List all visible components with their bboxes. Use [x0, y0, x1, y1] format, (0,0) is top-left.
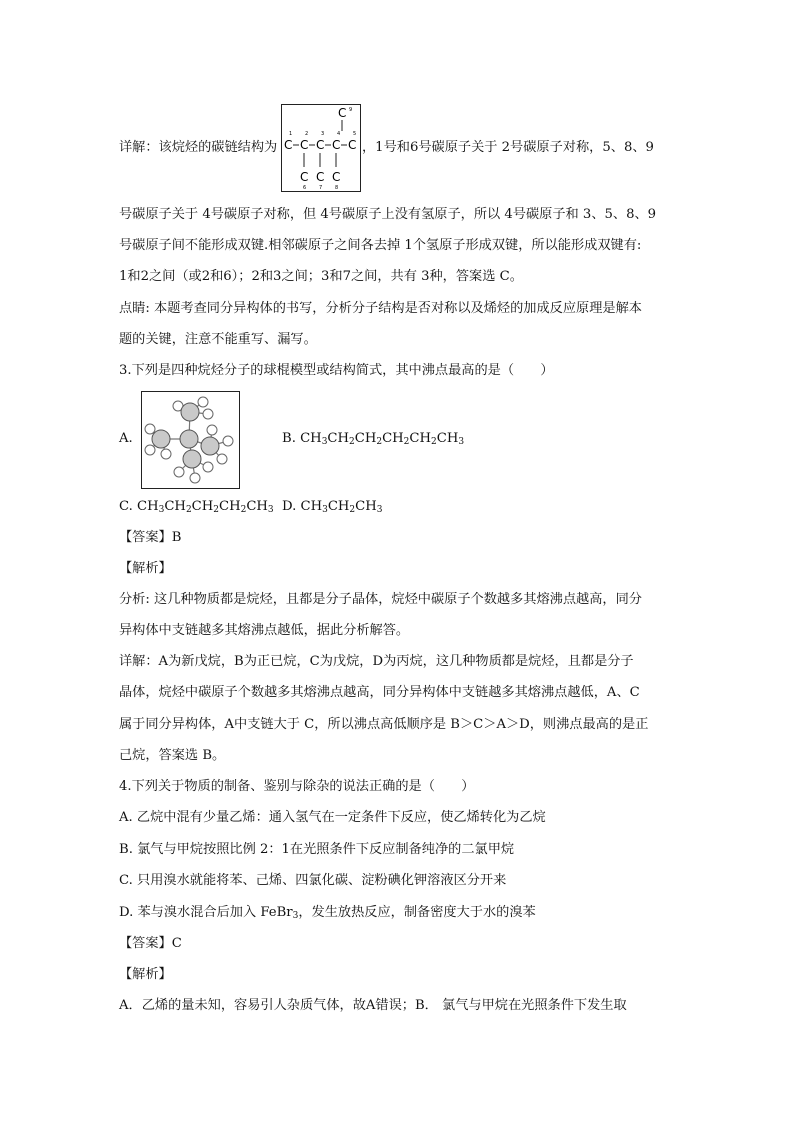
option-c-formula: $CH_3CH_2CH_2CH_2CH_3$: [137, 499, 274, 515]
text-line: [119, 139, 277, 157]
atom-number: 3: [321, 131, 325, 137]
carbon-chain-structure: [281, 104, 361, 192]
atom-number: 8: [335, 185, 339, 191]
answer-line: 【答案】B: [119, 530, 182, 545]
text-line: 己烷，答案选 B。: [119, 748, 226, 763]
text-line: 点睛: 本题考查同分异构体的书写，分析分子结构是否对称以及烯烃的加成反应原理是解本: [119, 301, 642, 316]
option-c-label: C.: [119, 499, 133, 514]
option-d-label: D.: [282, 499, 297, 514]
text-line: 详解：A为新戊烷，B为正已烷，C为戊烷，D为丙烷，这几种物质都是烷烃，且都是分子: [119, 654, 634, 669]
text-line: 晶体，烷烃中碳原子个数越多其熔沸点越高，同分异构体中支链越多其熔沸点越低，A、C: [119, 685, 640, 700]
option-b: B. 氯气与甲烷按照比例 2：1在光照条件下反应制备纯净的二氯甲烷: [119, 842, 515, 857]
option-b-formula: $CH_3CH_2CH_2CH_2CH_2CH_3$: [300, 431, 465, 447]
main-carbon: C: [284, 138, 293, 152]
option-b: [282, 430, 464, 448]
option-d: D. 苯与溴水混合后加入 FeBr$_3$，发生放热反应，制备密度大于水的溴苯: [119, 905, 536, 921]
text-line: 异构体中支链越多其熔沸点越低，据此分析解答。: [119, 623, 410, 638]
text-segment: ，1号和6号碳原子关于 2号碳原子对称，5、8、9: [362, 140, 654, 155]
main-carbon: C: [316, 138, 325, 152]
analysis-title: 【解析】: [119, 561, 172, 576]
option-b-label: B.: [282, 431, 296, 446]
ball-stick-model-image: [142, 392, 239, 488]
atom-number: 4: [337, 131, 341, 137]
bottom-carbon: C: [332, 170, 341, 184]
text-line: 题的关键，注意不能重写、漏写。: [119, 332, 317, 347]
atom-number: 6: [303, 185, 307, 191]
text-segment: 详解：该烷烃的碳链结构为: [119, 140, 278, 155]
top-carbon: C: [338, 106, 347, 120]
atom-number: 7: [319, 185, 323, 191]
bottom-carbon: C: [316, 170, 325, 184]
question-stem: 4.下列关于物质的制备、鉴别与除杂的说法正确的是（ ）: [119, 779, 475, 794]
top-carbon-number: 9: [349, 107, 353, 113]
text-line: 属于同分异构体，A中支链大于 C，所以沸点高低顺序是 B＞C＞A＞D，则沸点最高的是正: [119, 717, 649, 732]
text-line: 分析: 这几种物质都是烷烃，且都是分子晶体，烷烃中碳原子个数越多其熔沸点越高，同分: [119, 592, 642, 607]
option-c: C. 只用溴水就能将苯、己烯、四氯化碳、淀粉碘化钾溶液区分开来: [119, 873, 507, 888]
ball-stick-model: [141, 391, 240, 489]
question-stem: 3.下列是四种烷烃分子的球棍模型或结构简式，其中沸点最高的是（ ）: [119, 363, 554, 378]
main-carbon: C: [300, 138, 309, 152]
text-line: [362, 139, 654, 157]
option-a-label: A.: [119, 431, 133, 446]
option-a: A. 乙烷中混有少量乙烯：通入氢气在一定条件下反应，使乙烯转化为乙烷: [119, 810, 546, 825]
main-carbon: C: [348, 138, 357, 152]
option-d-formula: $CH_3CH_2CH_3$: [300, 499, 383, 515]
analysis-title: 【解析】: [119, 967, 172, 982]
option-c: [119, 498, 274, 516]
text-line: 1和2之间（或2和6）；2和3之间；3和7之间，共有 3种，答案选 C。: [119, 269, 523, 284]
text-line: 号碳原子关于 4号碳原子对称，但 4号碳原子上没有氢原子，所以 4号碳原子和 3、5、8、9: [119, 207, 657, 222]
bottom-carbon: C: [300, 170, 309, 184]
carbon-chain-diagram: [282, 105, 360, 191]
main-carbon: C: [332, 138, 341, 152]
atom-number: 5: [353, 131, 357, 137]
text-line: A．乙烯的量未知，容易引人杂质气体，故A错误；B． 氯气与甲烷在光照条件下发生取: [119, 998, 627, 1013]
answer-line: 【答案】C: [119, 936, 182, 951]
option-d: [282, 498, 382, 516]
atom-number: 2: [305, 131, 309, 137]
text-line: 号碳原子间不能形成双键.相邻碳原子之间各去掉 1个氢原子形成双键，所以能形成双键有:: [119, 238, 642, 253]
atom-number: 1: [289, 131, 293, 137]
